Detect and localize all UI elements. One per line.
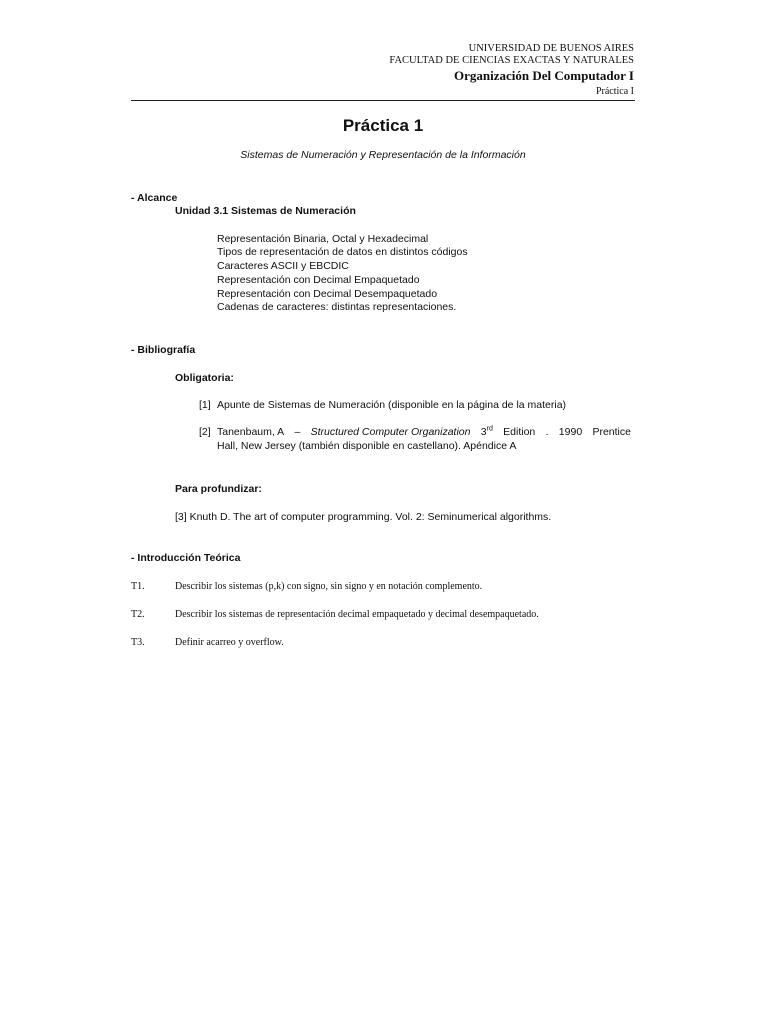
ref-book-title: Structured Computer Organization bbox=[310, 426, 471, 438]
topic-item: Cadenas de caracteres: distintas representaciones. bbox=[217, 301, 457, 313]
topic-item: Representación con Decimal Empaquetado bbox=[217, 274, 420, 286]
profundizar-label: Para profundizar: bbox=[175, 483, 262, 495]
reference-text: [3] Knuth D. The art of computer programming. Vol. 2: Seminumerical algorithms. bbox=[175, 511, 552, 523]
ref-edition-number: 3 bbox=[480, 426, 487, 438]
topic-item: Tipos de representación de datos en distintos códigos bbox=[217, 246, 468, 258]
reference-text: Apunte de Sistemas de Numeración (disponible en la página de la materia) bbox=[217, 399, 567, 411]
theory-item-text: Describir los sistemas de representación decimal empaquetado y decimal desempaquetado. bbox=[175, 609, 539, 620]
theory-item-text: Describir los sistemas (p,k) con signo, sin signo y en notación complemento. bbox=[175, 581, 483, 592]
theory-item-text: Definir acarreo y overflow. bbox=[175, 637, 284, 648]
ref-year: 1990 bbox=[558, 426, 583, 438]
reference-number: [2] bbox=[199, 426, 211, 438]
header-course: Organización Del Computador I bbox=[454, 68, 634, 83]
ref-edition-suffix: rd bbox=[486, 425, 493, 433]
topic-item: Representación Binaria, Octal y Hexadecimal bbox=[217, 233, 429, 245]
header-divider bbox=[131, 100, 635, 101]
ref-edition-word: Edition bbox=[503, 426, 536, 438]
section-heading-introduccion: - Introducción Teórica bbox=[131, 552, 241, 564]
ref-dash: – bbox=[294, 426, 301, 438]
ref-author: Tanenbaum, A bbox=[217, 426, 285, 438]
page-subtitle: Sistemas de Numeración y Representación de la Información bbox=[240, 149, 526, 161]
header-practice: Práctica I bbox=[595, 86, 634, 97]
reference-text-line: Hall, New Jersey (también disponible en castellano). Apéndice A bbox=[217, 440, 517, 452]
page-title: Práctica 1 bbox=[342, 116, 424, 135]
section-heading-alcance: - Alcance bbox=[131, 192, 178, 204]
unit-heading: Unidad 3.1 Sistemas de Numeración bbox=[175, 205, 356, 217]
theory-item-number: T1. bbox=[131, 581, 145, 592]
ref-edition bbox=[481, 426, 493, 438]
reference-text-line bbox=[217, 426, 631, 438]
theory-item-number: T3. bbox=[131, 637, 145, 648]
ref-dot: . bbox=[545, 426, 549, 438]
reference-number: [1] bbox=[199, 399, 211, 411]
theory-item-number: T2. bbox=[131, 609, 145, 620]
topic-item: Representación con Decimal Desempaquetado bbox=[217, 288, 438, 300]
header-university: UNIVERSIDAD DE BUENOS AIRES bbox=[468, 43, 634, 54]
section-heading-bibliografia: - Bibliografía bbox=[131, 344, 196, 356]
header-faculty: FACULTAD DE CIENCIAS EXACTAS Y NATURALES bbox=[389, 55, 634, 66]
topic-item: Caracteres ASCII y EBCDIC bbox=[217, 260, 349, 272]
ref-publisher: Prentice bbox=[592, 426, 631, 438]
obligatoria-label: Obligatoria: bbox=[175, 372, 234, 384]
